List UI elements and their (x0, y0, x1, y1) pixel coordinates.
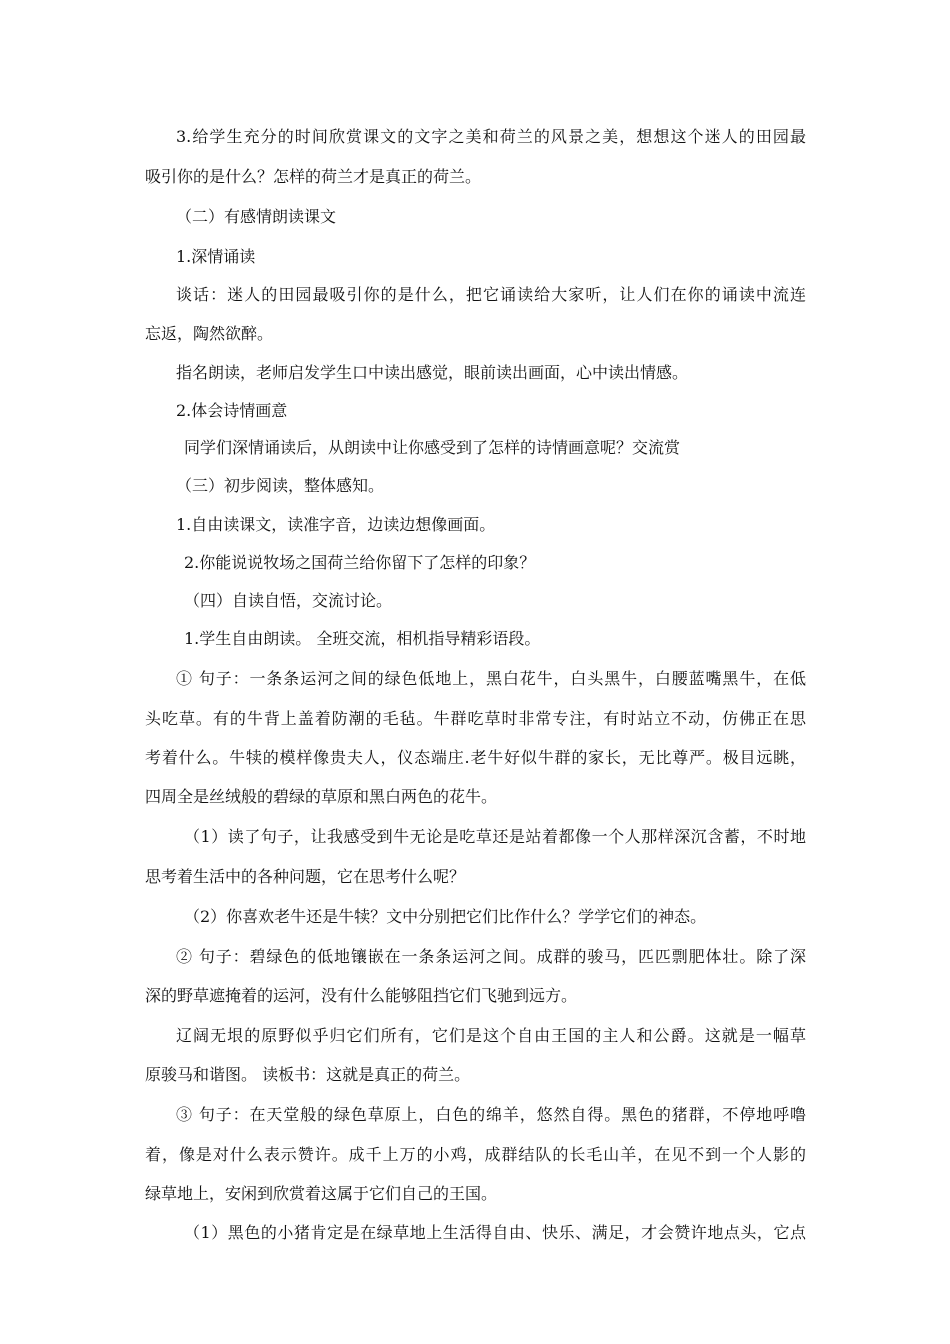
text-line: 3.给学生充分的时间欣赏课文的文字之美和荷兰的风景之美，想想这个迷人的田园最 (176, 127, 806, 146)
text-line: 忘返，陶然欲醉。 (145, 324, 274, 343)
text-line: 头吃草。有的牛背上盖着防潮的毛毡。牛群吃草时非常专注，有时站立不动，仿佛正在思 (145, 709, 806, 728)
section-heading: （二）有感情朗读课文 (176, 207, 337, 226)
text-line: （1）黑色的小猪肯定是在绿草地上生活得自由、快乐、满足，才会赞许地点头，它点 (184, 1223, 806, 1242)
text-line: 绿草地上，安闲到欣赏着这属于它们自己的王国。 (145, 1184, 498, 1203)
text-line: ② 句子：碧绿色的低地镶嵌在一条条运河之间。成群的骏马，匹匹剽肥体壮。除了深 (176, 947, 806, 966)
text-line: 着，像是对什么表示赞许。成千上万的小鸡，成群结队的长毛山羊，在见不到一个人影的 (145, 1145, 806, 1164)
text-line: 吸引你的是什么？怎样的荷兰才是真正的荷兰。 (145, 167, 482, 186)
text-line: ① 句子：一条条运河之间的绿色低地上，黑白花牛，白头黑牛，白腰蓝嘴黑牛，在低 (176, 669, 806, 688)
subsection-heading: 2.体会诗情画意 (176, 401, 288, 420)
text-line: 四周全是丝绒般的碧绿的草原和黑白两色的花牛。 (145, 787, 498, 806)
subsection-heading: 1.深情诵读 (176, 247, 256, 266)
text-line: 思考着生活中的各种问题，它在思考什么呢？ (145, 867, 466, 886)
text-line: 指名朗读，老师启发学生口中读出感觉，眼前读出画面，心中读出情感。 (176, 363, 689, 382)
text-line: （2）你喜欢老牛还是牛犊？文中分别把它们比作什么？学学它们的神态。 (184, 907, 707, 926)
text-line: 考着什么。牛犊的模样像贵夫人，仪态端庄.老牛好似牛群的家长，无比尊严。极目远眺， (145, 748, 806, 767)
section-heading: （三）初步阅读，整体感知。 (176, 476, 385, 495)
text-line: 辽阔无垠的原野似乎归它们所有，它们是这个自由王国的主人和公爵。这就是一幅草 (176, 1026, 806, 1045)
text-line: 同学们深情诵读后，从朗读中让你感受到了怎样的诗情画意呢？交流赏 (184, 438, 681, 457)
text-line: 1.自由读课文，读准字音，边读边想像画面。 (176, 515, 496, 534)
text-line: 2.你能说说牧场之国荷兰给你留下了怎样的印象？ (184, 553, 536, 572)
text-line: 1.学生自由朗读。 全班交流，相机指导精彩语段。 (184, 629, 541, 648)
text-line: （1）读了句子，让我感受到牛无论是吃草还是站着都像一个人那样深沉含蓄，不时地 (184, 827, 806, 846)
text-line: 原骏马和谐图。 读板书：这就是真正的荷兰。 (145, 1065, 471, 1084)
text-line: 深的野草遮掩着的运河，没有什么能够阻挡它们飞驰到远方。 (145, 986, 578, 1005)
text-line: ③ 句子：在天堂般的绿色草原上，白色的绵羊，悠然自得。黑色的猪群，不停地呼噜 (176, 1105, 806, 1124)
section-heading: （四）自读自悟，交流讨论。 (184, 591, 393, 610)
text-line: 谈话：迷人的田园最吸引你的是什么，把它诵读给大家听，让人们在你的诵读中流连 (176, 285, 806, 304)
